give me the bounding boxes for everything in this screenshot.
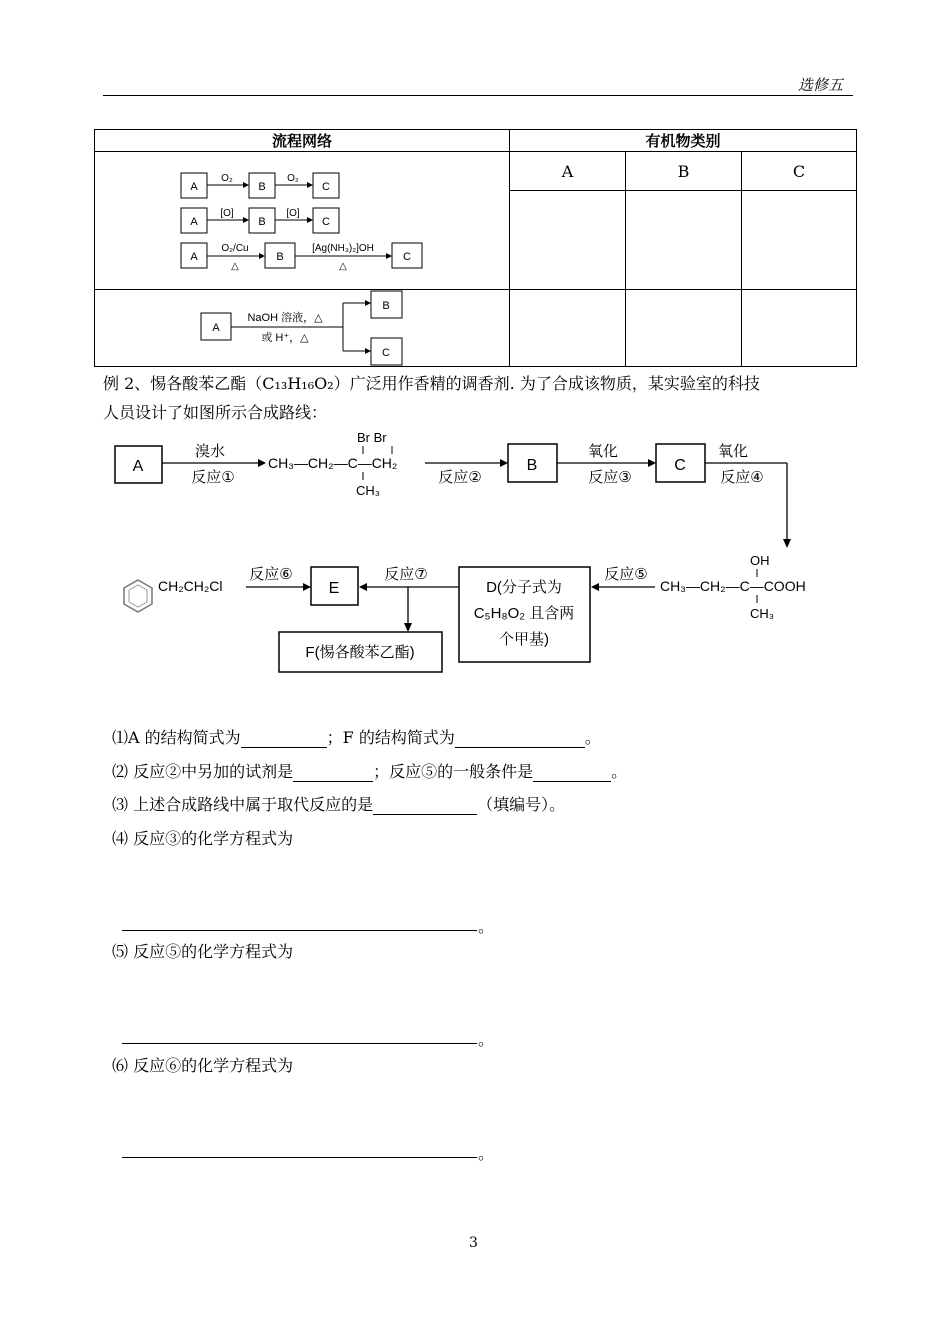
box-e-label: E (328, 580, 340, 597)
flow-condition: △ (231, 260, 239, 272)
flow-label: C (382, 347, 390, 359)
category-cell-b2 (626, 290, 742, 367)
flow-reagent: O₂ (287, 172, 299, 184)
arrowhead (404, 623, 412, 632)
arrowhead (648, 459, 656, 467)
col-header-category: 有机物类别 (510, 130, 857, 152)
flow-label: C (322, 180, 330, 193)
hydrolysis-flow (95, 290, 509, 366)
q2-text-c: 。 (611, 762, 628, 781)
q6-end-mark: 。 (478, 1144, 495, 1163)
flow-label: B (258, 215, 266, 228)
phenyl-chain: CH₂CH₂Cl (158, 578, 223, 594)
flow-reagent: [Ag(NH₃)₂]OH (312, 242, 374, 254)
col-header-flow: 流程网络 (95, 130, 510, 152)
q3-text-a: ⑶ 上述合成路线中属于取代反应的是 (112, 795, 374, 814)
flow-arrowhead (243, 182, 249, 188)
category-cell-c2 (742, 290, 857, 367)
flow-condition: 或 H⁺，△ (261, 332, 309, 344)
arrowhead (500, 459, 508, 467)
flow-label: A (212, 322, 220, 334)
synthesis-scheme (0, 420, 950, 680)
reaction-1-label: 反应① (191, 469, 235, 486)
arrowhead (783, 539, 791, 548)
flow-label: A (190, 250, 198, 263)
box-a-label: A (132, 458, 144, 475)
flow-cell-oxidation (95, 152, 510, 290)
reaction-5-label: 反应⑤ (604, 566, 648, 583)
flow-label: C (403, 250, 411, 263)
example-line-1: 例 2、惕各酸苯乙酯（C₁₃H₁₆O₂）广泛用作香精的调香剂. 为了合成该物质，某实验室的科技 (103, 374, 760, 393)
q2-text-a: ⑵ 反应②中另加的试剂是 (112, 762, 294, 781)
category-cell-b1 (626, 191, 742, 290)
q4-end-mark: 。 (478, 917, 495, 936)
category-header-a: A (510, 152, 626, 191)
question-4: ⑷ 反应③的化学方程式为 (112, 829, 294, 848)
flow-arrowhead (307, 182, 313, 188)
benzene-inner-icon (129, 585, 147, 607)
box-d-line-1: D(分子式为 (486, 579, 562, 596)
category-header-b: B (626, 152, 742, 191)
reaction-7-label: 反应⑦ (384, 566, 428, 583)
dibromo-top: Br Br (357, 430, 387, 445)
flow-label: B (258, 180, 266, 193)
q2-text-b: ；反应⑤的一般条件是 (373, 762, 534, 781)
category-cell-a2 (510, 290, 626, 367)
reaction-4-label: 反应④ (720, 469, 764, 486)
question-6: ⑹ 反应⑥的化学方程式为 (112, 1056, 294, 1075)
q6-answer-line[interactable] (122, 1157, 477, 1158)
header-title: 选修五 (798, 76, 844, 94)
box-c-label: C (674, 457, 686, 474)
reagent-1: 溴水 (194, 443, 226, 460)
q1-text-a: ⑴A 的结构简式为 (112, 728, 241, 747)
arrowhead (591, 583, 599, 591)
flow-cell-hydrolysis (95, 290, 510, 367)
q1-text-b: ；F 的结构简式为 (326, 728, 455, 747)
q5-end-mark: 。 (478, 1030, 495, 1049)
hydroxy-top: OH (750, 553, 770, 568)
question-1 (112, 725, 601, 748)
oxidation-flows (95, 153, 509, 289)
page-number: 3 (469, 1235, 478, 1251)
flow-arrowhead (259, 253, 265, 259)
reaction-2-label: 反应② (438, 469, 482, 486)
flow-label: A (190, 180, 198, 193)
q5-answer-line[interactable] (122, 1043, 477, 1044)
hydroxy-main: CH₃—CH₂—C—COOH (660, 578, 806, 594)
hydroxy-bottom: CH₃ (750, 606, 775, 621)
question-5: ⑸ 反应⑤的化学方程式为 (112, 942, 294, 961)
question-2 (112, 759, 627, 782)
question-3 (112, 792, 565, 815)
box-f-label: F(惕各酸苯乙酯) (305, 644, 415, 661)
arrowhead (258, 459, 266, 467)
q4-answer-line[interactable] (122, 930, 477, 931)
reagent-3: 氧化 (587, 443, 619, 460)
flow-arrowhead (386, 253, 392, 259)
q2-blank-a[interactable] (293, 765, 373, 782)
q1-blank-b[interactable] (455, 731, 585, 748)
box-d-line-2: C₅H₈O₂ 且含两 (473, 605, 575, 622)
flow-arrowhead (243, 217, 249, 223)
flow-condition: NaOH 溶液，△ (247, 312, 323, 324)
example-line-2: 人员设计了如图所示合成路线： (103, 403, 328, 422)
flow-table (94, 129, 857, 367)
flow-arrowhead (365, 300, 371, 306)
q1-text-c: 。 (584, 728, 601, 747)
flow-reagent: [O] (220, 207, 234, 219)
category-cell-c1 (742, 191, 857, 290)
header-rule (103, 95, 853, 96)
category-cell-a1 (510, 191, 626, 290)
flow-arrowhead (365, 348, 371, 354)
flow-reagent: O₂/Cu (221, 242, 249, 254)
dibromo-bottom: CH₃ (356, 483, 381, 498)
arrowhead (359, 583, 367, 591)
q2-blank-b[interactable] (533, 765, 611, 782)
box-d-line-3: 个甲基) (499, 631, 549, 648)
flow-label: B (276, 250, 284, 263)
reagent-4: 氧化 (717, 443, 749, 460)
q3-blank[interactable] (373, 798, 477, 815)
q3-text-b: （填编号）。 (477, 795, 566, 814)
arrowhead (303, 583, 311, 591)
category-header-c: C (742, 152, 857, 191)
flow-label: A (190, 215, 198, 228)
flow-reagent: O₂ (221, 172, 233, 184)
flow-label: C (322, 215, 330, 228)
dibromo-main: CH₃—CH₂—C—CH₂ (268, 455, 398, 471)
box-b-label: B (526, 457, 538, 474)
flow-condition: △ (339, 260, 347, 272)
reaction-6-label: 反应⑥ (249, 566, 293, 583)
q1-blank-a[interactable] (241, 731, 327, 748)
flow-arrowhead (307, 217, 313, 223)
flow-reagent: [O] (286, 207, 300, 219)
flow-label: B (382, 300, 390, 312)
reaction-3-label: 反应③ (588, 469, 632, 486)
